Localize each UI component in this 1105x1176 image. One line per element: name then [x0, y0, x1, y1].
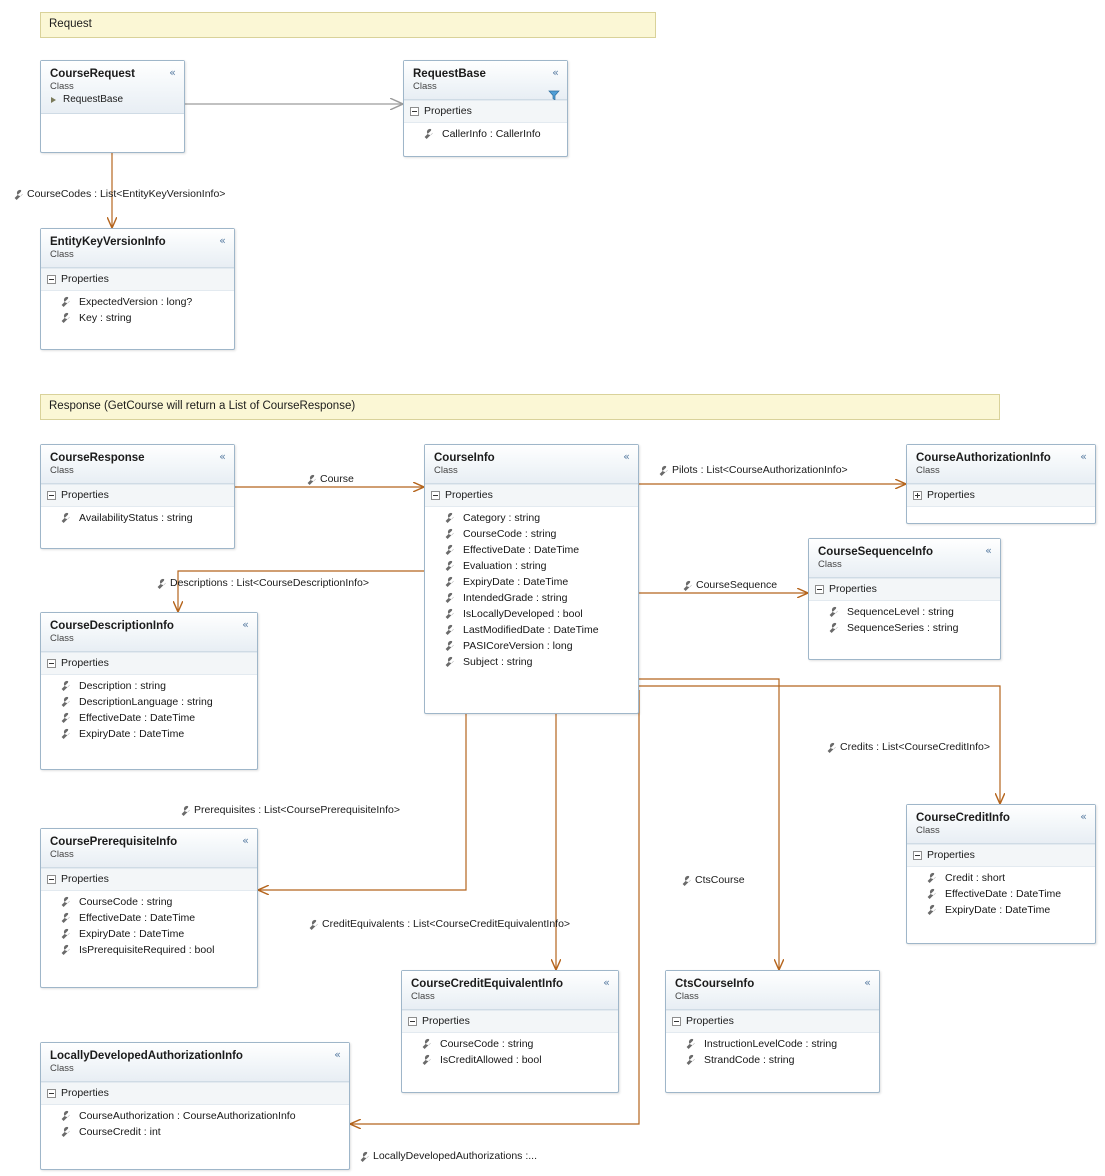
class-header	[907, 805, 1095, 844]
class-header	[907, 445, 1095, 484]
class-header	[425, 445, 638, 484]
section-label: Properties	[927, 489, 975, 501]
property-icon	[420, 1054, 432, 1066]
member-text: LastModifiedDate : DateTime	[463, 624, 599, 636]
member-row	[406, 1052, 614, 1068]
member-text: Subject : string	[463, 656, 533, 668]
collapse-toggle-icon[interactable]	[913, 851, 922, 860]
member-list	[907, 867, 1095, 924]
member-row	[911, 886, 1091, 902]
member-row	[45, 894, 253, 910]
member-text: Evaluation : string	[463, 560, 547, 572]
class-name: CourseCreditInfo	[916, 812, 1010, 824]
class-kind: Class	[50, 849, 74, 860]
property-icon	[422, 128, 434, 140]
member-row	[45, 726, 253, 742]
class-course-response[interactable]	[40, 444, 235, 549]
member-text: InstructionLevelCode : string	[704, 1038, 838, 1050]
edge-label-course	[305, 473, 354, 486]
section-properties[interactable]	[809, 578, 1000, 601]
member-list	[809, 601, 1000, 642]
class-course-authorization-info[interactable]	[906, 444, 1096, 524]
property-icon	[59, 712, 71, 724]
class-header	[402, 971, 618, 1010]
property-icon	[59, 944, 71, 956]
class-name: RequestBase	[413, 68, 486, 80]
member-row	[429, 526, 634, 542]
member-text: CourseCode : string	[440, 1038, 534, 1050]
class-kind: Class	[50, 633, 74, 644]
chevron-up-icon[interactable]: «	[603, 976, 610, 989]
member-row	[429, 574, 634, 590]
property-icon	[420, 1038, 432, 1050]
member-text: EffectiveDate : DateTime	[463, 544, 580, 556]
association-icon	[657, 465, 669, 477]
edge-label-pilots	[657, 464, 848, 477]
section-label: Properties	[445, 489, 493, 501]
class-kind: Class	[50, 465, 74, 476]
property-icon	[925, 888, 937, 900]
class-course-prerequisite-info[interactable]	[40, 828, 258, 988]
section-label: Properties	[61, 1087, 109, 1099]
collapse-toggle-icon[interactable]	[47, 275, 56, 284]
chevron-up-icon[interactable]: «	[623, 450, 630, 463]
section-properties[interactable]	[41, 484, 234, 507]
chevron-up-icon[interactable]: «	[864, 976, 871, 989]
section-properties[interactable]	[907, 484, 1095, 507]
member-row	[429, 638, 634, 654]
property-icon	[59, 896, 71, 908]
edge-label-course-sequence	[681, 579, 777, 592]
member-list	[404, 123, 567, 148]
class-name: CourseRequest	[50, 68, 135, 80]
member-list	[41, 891, 257, 964]
member-text: IsLocallyDeveloped : bool	[463, 608, 583, 620]
class-kind: Class	[411, 991, 435, 1002]
class-locally-developed-authorization-info[interactable]	[40, 1042, 350, 1170]
collapse-toggle-icon[interactable]	[47, 1089, 56, 1098]
chevron-up-icon[interactable]: «	[1080, 450, 1087, 463]
class-request-base[interactable]	[403, 60, 568, 157]
member-text: SequenceSeries : string	[847, 622, 959, 634]
section-properties[interactable]	[425, 484, 638, 507]
member-list	[41, 291, 234, 332]
member-list	[41, 675, 257, 748]
member-row	[429, 654, 634, 670]
section-properties[interactable]	[41, 868, 257, 891]
class-name: CourseAuthorizationInfo	[916, 452, 1051, 464]
expand-toggle-icon[interactable]	[913, 491, 922, 500]
banner-request-text: Request	[49, 18, 92, 30]
member-list	[41, 1105, 349, 1146]
property-icon	[59, 728, 71, 740]
property-icon	[443, 656, 455, 668]
member-row	[406, 1036, 614, 1052]
association-icon	[12, 189, 24, 201]
member-text: EffectiveDate : DateTime	[79, 712, 196, 724]
edge-label-text: Pilots : List<CourseAuthorizationInfo>	[672, 464, 848, 476]
member-text: EffectiveDate : DateTime	[945, 888, 1062, 900]
property-icon	[443, 528, 455, 540]
class-course-credit-info[interactable]	[906, 804, 1096, 944]
chevron-up-icon[interactable]: «	[219, 450, 226, 463]
member-row	[670, 1052, 875, 1068]
edge-label-prerequisites	[179, 804, 400, 817]
association-icon	[825, 742, 837, 754]
association-icon	[179, 805, 191, 817]
association-icon	[155, 578, 167, 590]
member-text: IsCreditAllowed : bool	[440, 1054, 542, 1066]
collapse-toggle-icon[interactable]	[47, 875, 56, 884]
member-text: StrandCode : string	[704, 1054, 795, 1066]
class-kind: Class	[434, 465, 458, 476]
class-kind: Class	[413, 81, 437, 92]
edge-label-text: Descriptions : List<CourseDescriptionInfo>	[170, 577, 370, 589]
association-icon	[305, 474, 317, 486]
member-row	[45, 942, 253, 958]
class-name: CourseInfo	[434, 452, 495, 464]
edge-label-text: CourseCodes : List<EntityKeyVersionInfo>	[27, 188, 226, 200]
class-course-request[interactable]	[40, 60, 185, 153]
property-icon	[443, 592, 455, 604]
association-icon	[307, 919, 319, 931]
member-text: EffectiveDate : DateTime	[79, 912, 196, 924]
edge-label-text: CourseSequence	[696, 579, 778, 591]
class-header	[41, 229, 234, 268]
member-text: PASICoreVersion : long	[463, 640, 573, 652]
section-properties[interactable]	[404, 100, 567, 123]
class-name: CoursePrerequisiteInfo	[50, 836, 178, 848]
collapse-toggle-icon[interactable]	[672, 1017, 681, 1026]
collapse-toggle-icon[interactable]	[431, 491, 440, 500]
class-header	[404, 61, 567, 100]
class-kind: Class	[916, 825, 940, 836]
banner-request	[40, 12, 656, 38]
edge-label-cts-course	[680, 874, 745, 887]
member-text: AvailabilityStatus : string	[79, 512, 193, 524]
member-text: CourseAuthorization : CourseAuthorizationInfo	[79, 1110, 296, 1122]
section-properties[interactable]	[666, 1010, 879, 1033]
member-row	[45, 1124, 345, 1140]
property-icon	[59, 512, 71, 524]
member-row	[670, 1036, 875, 1052]
property-icon	[59, 696, 71, 708]
member-row	[45, 910, 253, 926]
member-text: CourseCode : string	[463, 528, 557, 540]
class-cts-course-info[interactable]	[665, 970, 880, 1093]
class-name: CourseSequenceInfo	[818, 546, 934, 558]
collapse-toggle-icon[interactable]	[815, 585, 824, 594]
section-label: Properties	[686, 1015, 734, 1027]
class-header	[41, 829, 257, 868]
member-text: ExpiryDate : DateTime	[79, 728, 185, 740]
member-row	[429, 606, 634, 622]
class-entity-key-version-info[interactable]	[40, 228, 235, 350]
property-icon	[443, 608, 455, 620]
collapse-toggle-icon[interactable]	[47, 659, 56, 668]
chevron-up-icon[interactable]: «	[552, 66, 559, 79]
class-course-sequence-info[interactable]	[808, 538, 1001, 660]
class-header	[809, 539, 1000, 578]
edge-label-credit-equivalents	[307, 918, 570, 931]
section-label: Properties	[927, 849, 975, 861]
property-icon	[443, 640, 455, 652]
chevron-up-icon[interactable]: «	[985, 544, 992, 557]
member-text: IntendedGrade : string	[463, 592, 568, 604]
property-icon	[443, 624, 455, 636]
class-kind: Class	[50, 81, 74, 92]
chevron-up-icon[interactable]: «	[169, 66, 176, 79]
member-row	[45, 294, 230, 310]
member-row	[813, 604, 996, 620]
collapse-toggle-icon[interactable]	[47, 491, 56, 500]
member-row	[429, 558, 634, 574]
section-label: Properties	[61, 273, 109, 285]
member-row	[45, 710, 253, 726]
association-icon	[680, 875, 692, 887]
class-header	[41, 613, 257, 652]
edge-label-text: LocallyDevelopedAuthorizations :...	[373, 1150, 538, 1162]
association-icon	[681, 580, 693, 592]
member-list	[41, 507, 234, 532]
member-row	[911, 902, 1091, 918]
class-kind: Class	[916, 465, 940, 476]
class-kind: Class	[818, 559, 842, 570]
member-text: CallerInfo : CallerInfo	[442, 128, 541, 140]
property-icon	[684, 1054, 696, 1066]
class-course-info[interactable]	[424, 444, 639, 714]
edge-label-text: CtsCourse	[695, 874, 745, 886]
class-name: CourseCreditEquivalentInfo	[411, 978, 564, 990]
class-name: EntityKeyVersionInfo	[50, 236, 166, 248]
member-row	[429, 622, 634, 638]
section-properties[interactable]	[41, 652, 257, 675]
association-icon	[358, 1151, 370, 1163]
class-name: CourseDescriptionInfo	[50, 620, 174, 632]
chevron-up-icon[interactable]: «	[334, 1048, 341, 1061]
collapse-toggle-icon[interactable]	[410, 107, 419, 116]
member-row	[45, 310, 230, 326]
property-icon	[443, 576, 455, 588]
property-icon	[59, 1126, 71, 1138]
property-icon	[925, 904, 937, 916]
section-label: Properties	[424, 105, 472, 117]
property-icon	[59, 928, 71, 940]
section-properties[interactable]	[402, 1010, 618, 1033]
member-row	[45, 510, 230, 526]
chevron-up-icon[interactable]: «	[219, 234, 226, 247]
member-row	[429, 510, 634, 526]
member-text: ExpectedVersion : long?	[79, 296, 193, 308]
member-text: IsPrerequisiteRequired : bool	[79, 944, 215, 956]
property-icon	[59, 912, 71, 924]
chevron-up-icon[interactable]: «	[1080, 810, 1087, 823]
member-text: ExpiryDate : DateTime	[79, 928, 185, 940]
banner-response	[40, 394, 1000, 420]
section-label: Properties	[422, 1015, 470, 1027]
property-icon	[59, 312, 71, 324]
class-header	[41, 445, 234, 484]
member-row	[45, 926, 253, 942]
member-row	[45, 1108, 345, 1124]
class-base-type: RequestBase	[50, 93, 162, 107]
class-course-credit-equivalent-info[interactable]	[401, 970, 619, 1093]
class-name: CtsCourseInfo	[675, 978, 755, 990]
section-properties[interactable]	[41, 268, 234, 291]
edge-label-text: Course	[320, 473, 354, 485]
member-text: Description : string	[79, 680, 166, 692]
edge-label-descriptions	[155, 577, 369, 590]
member-row	[408, 126, 563, 142]
collapse-toggle-icon[interactable]	[408, 1017, 417, 1026]
property-icon	[59, 680, 71, 692]
section-label: Properties	[61, 873, 109, 885]
edge-label-locally-developed-authorizations	[358, 1150, 537, 1163]
member-text: CourseCredit : int	[79, 1126, 161, 1138]
member-list	[666, 1033, 879, 1074]
edge-label-text: Prerequisites : List<CoursePrerequisiteInfo>	[194, 804, 401, 816]
chevron-up-icon[interactable]: «	[242, 618, 249, 631]
edge-label-course-codes	[12, 188, 225, 201]
property-icon	[443, 544, 455, 556]
section-label: Properties	[61, 489, 109, 501]
property-icon	[925, 872, 937, 884]
member-list	[402, 1033, 618, 1074]
chevron-up-icon[interactable]: «	[242, 834, 249, 847]
class-name: CourseResponse	[50, 452, 145, 464]
property-icon	[827, 622, 839, 634]
member-row	[813, 620, 996, 636]
property-icon	[59, 296, 71, 308]
member-row	[911, 870, 1091, 886]
property-icon	[443, 560, 455, 572]
member-row	[429, 542, 634, 558]
member-text: ExpiryDate : DateTime	[945, 904, 1051, 916]
member-row	[429, 590, 634, 606]
property-icon	[827, 606, 839, 618]
member-list	[425, 507, 638, 676]
property-icon	[59, 1110, 71, 1122]
class-header	[41, 1043, 349, 1082]
class-kind: Class	[50, 1063, 74, 1074]
section-label: Properties	[61, 657, 109, 669]
banner-response-text: Response (GetCourse will return a List of CourseResponse)	[49, 400, 356, 412]
member-text: Category : string	[463, 512, 541, 524]
member-row	[45, 678, 253, 694]
member-text: Credit : short	[945, 872, 1006, 884]
section-properties[interactable]	[41, 1082, 349, 1105]
edge-label-credits	[825, 741, 990, 754]
class-course-description-info[interactable]	[40, 612, 258, 770]
class-header	[666, 971, 879, 1010]
member-text: CourseCode : string	[79, 896, 173, 908]
class-header	[41, 61, 184, 114]
edge-label-text: Credits : List<CourseCreditInfo>	[840, 741, 990, 753]
edge-label-text: CreditEquivalents : List<CourseCreditEquivalentInfo>	[322, 918, 571, 930]
class-name: LocallyDevelopedAuthorizationInfo	[50, 1050, 243, 1062]
class-kind: Class	[675, 991, 699, 1002]
section-properties[interactable]	[907, 844, 1095, 867]
member-text: SequenceLevel : string	[847, 606, 954, 618]
member-text: ExpiryDate : DateTime	[463, 576, 569, 588]
member-text: Key : string	[79, 312, 132, 324]
property-icon	[443, 512, 455, 524]
class-kind: Class	[50, 249, 74, 260]
member-row	[45, 694, 253, 710]
section-label: Properties	[829, 583, 877, 595]
member-text: DescriptionLanguage : string	[79, 696, 213, 708]
property-icon	[684, 1038, 696, 1050]
